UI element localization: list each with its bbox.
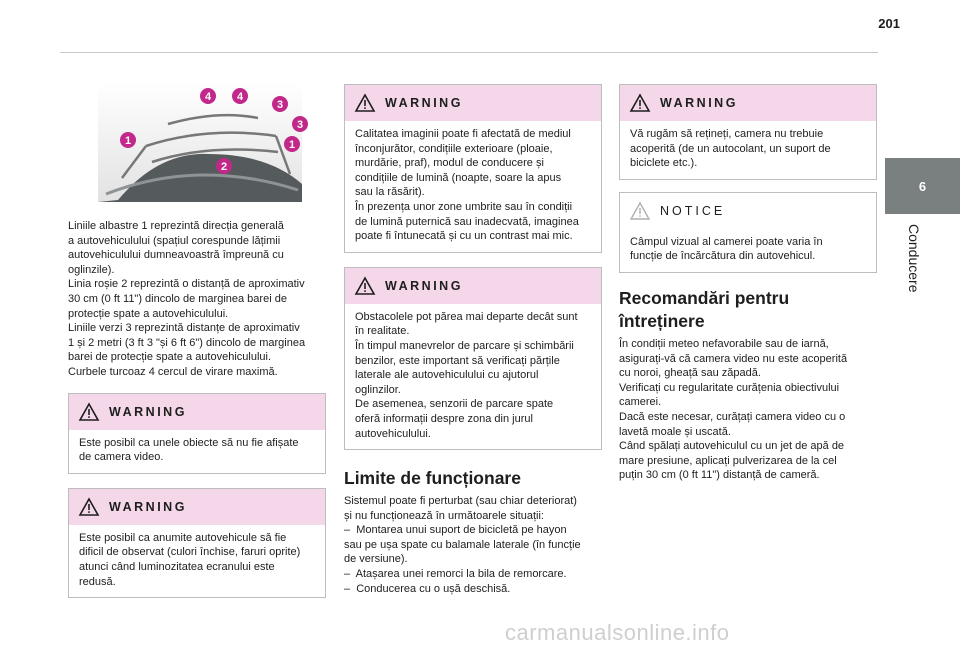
body-line: redusă. xyxy=(79,575,116,588)
body-line: dificil de observat (culori închise, faruri oprite) xyxy=(79,546,301,559)
body-line: Vă rugăm să rețineți, camera nu trebuie xyxy=(630,128,824,140)
body-line: Câmpul vizual al camerei poate varia în xyxy=(630,235,823,248)
body-line: Calitatea imaginii poate fi afectată de mediul xyxy=(355,128,571,140)
warning-box xyxy=(344,84,602,253)
body-line: Dacă este necesar, curățați camera video cu o xyxy=(619,410,846,423)
body-line: 30 cm (0 ft 11") dincolo de marginea barei de xyxy=(68,292,287,305)
body-line: și nu funcționează în următoarele situații: xyxy=(344,509,544,522)
body-line: oglinzile). xyxy=(68,263,115,276)
body-line: sau la răsărit). xyxy=(355,186,425,199)
body-line: de versiune). xyxy=(344,553,408,566)
body-line: Verificați cu regularitate curățenia obiectivului xyxy=(619,381,840,394)
body-line: a autovehiculului (spațiul corespunde lățimii xyxy=(68,234,281,247)
warning-title: WARNING xyxy=(109,404,187,419)
warning-header xyxy=(69,394,325,430)
callout-2 xyxy=(216,158,232,174)
warning-triangle-icon xyxy=(355,277,375,295)
warning-box xyxy=(68,488,326,598)
warning-text xyxy=(79,436,315,465)
guidelines-description xyxy=(68,219,326,380)
warning-header xyxy=(345,85,601,121)
body-line: condițiile de lumină (noapte, soare la apus xyxy=(355,171,562,184)
header-divider xyxy=(60,52,878,53)
body-line: acoperită (de un autocolant, un suport de xyxy=(630,142,831,155)
callout-3-lower xyxy=(292,116,308,132)
body-line: funcție de încărcătura din autovehicul. xyxy=(630,250,816,263)
column-2 xyxy=(344,82,602,596)
warning-triangle-icon xyxy=(630,94,650,112)
column-3 xyxy=(619,82,877,483)
warning-box xyxy=(68,393,326,474)
warning-triangle-icon xyxy=(79,498,99,516)
chapter-tab[interactable] xyxy=(885,158,960,214)
body-line: de camera video. xyxy=(79,451,164,464)
body-line: de lumină puternică sau inadecvată, imaginea xyxy=(355,215,579,228)
warning-text xyxy=(355,127,591,244)
body-line: biciclete etc.). xyxy=(630,157,698,170)
body-line: Sistemul poate fi perturbat (sau chiar deteriorat) xyxy=(344,495,577,508)
body-line: Este posibil ca unele obiecte să nu fie afișate xyxy=(79,436,299,449)
body-line: autovehiculului dumneavoastră împreună cu xyxy=(68,249,284,262)
warning-title: WARNING xyxy=(109,499,187,514)
body-line: oferă informații despre zona din jurul xyxy=(355,412,533,425)
rear-camera-guidelines-illustration xyxy=(98,82,302,202)
body-line: – Atașarea unei remorci la bila de remorcare. xyxy=(344,568,567,581)
body-line: asigurați-vă că camera video nu este acoperită xyxy=(619,352,848,365)
warning-title: WARNING xyxy=(385,278,463,293)
body-line: lavetă moale și uscată. xyxy=(619,425,731,438)
warning-title: WARNING xyxy=(660,96,738,110)
callout-3-lower-label: 3 xyxy=(296,119,304,131)
callout-4-left xyxy=(200,88,216,104)
body-line: oglinzilor. xyxy=(355,383,401,396)
body-line: Liniile verzi 3 reprezintă distanțe de aproximativ xyxy=(68,322,300,335)
callout-3-upper-label: 3 xyxy=(276,99,284,111)
body-line: în realitate. xyxy=(355,325,410,338)
warning-text xyxy=(630,127,866,171)
body-line: cu noroi, gheață sau zăpadă. xyxy=(619,367,761,380)
callout-2-label: 2 xyxy=(220,161,228,173)
body-line: În timpul manevrelor de parcare și schimbării xyxy=(355,339,574,352)
warning-header xyxy=(69,489,325,525)
body-line: Liniile albastre 1 reprezintă direcția generală xyxy=(68,220,284,232)
column-1 xyxy=(68,82,326,598)
body-line: Este posibil ca anumite autovehicule să fie xyxy=(79,531,287,544)
chapter-number: 6 xyxy=(918,178,927,194)
callout-4-right-label: 4 xyxy=(236,91,244,103)
body-line: În prezența unor zone umbrite sau în condiții xyxy=(355,200,573,213)
chapter-label: Conducere xyxy=(906,224,922,293)
notice-header xyxy=(620,193,876,229)
body-line: Linia roșie 2 reprezintă o distanță de aproximativ xyxy=(68,278,305,291)
callout-1-left xyxy=(120,132,136,148)
body-line: – Conducerea cu o ușă deschisă. xyxy=(344,582,511,595)
callout-1-left-label: 1 xyxy=(124,135,132,147)
callout-1-right xyxy=(284,136,300,152)
title-line: Recomandări pentru xyxy=(619,287,790,308)
body-line: mare presiune, aplicați pulverizarea de la cel xyxy=(619,454,837,467)
body-line: În condiții meteo nefavorabile sau de iarnă, xyxy=(619,337,829,350)
notice-title: NOTICE xyxy=(660,203,726,218)
section-title-limits: Limite de funcționare xyxy=(344,468,521,489)
maintenance-text xyxy=(619,337,877,483)
limits-text xyxy=(344,494,602,596)
notice-triangle-icon xyxy=(630,202,650,220)
warning-triangle-icon xyxy=(355,94,375,112)
body-line: murdărie, praf), modul de conducere și xyxy=(355,157,544,170)
body-line: Obstacolele pot părea mai departe decât sunt xyxy=(355,310,578,323)
warning-triangle-icon xyxy=(79,403,99,421)
body-line: laterale ale autovehiculului cu ajutorul xyxy=(355,369,539,382)
warning-box xyxy=(344,267,602,450)
body-line: 1 și 2 metri (3 ft 3 "și 6 ft 6") dincolo de marginea xyxy=(68,336,306,349)
body-line: înconjurător, condițiile exterioare (ploaie, xyxy=(355,142,553,155)
title-line: întreținere xyxy=(619,310,705,331)
callout-4-left-label: 4 xyxy=(204,91,212,103)
warning-header xyxy=(345,268,601,304)
body-line: camerei. xyxy=(619,396,662,409)
body-line: De asemenea, senzorii de parcare spate xyxy=(355,398,554,411)
body-line: autovehiculului. xyxy=(355,427,431,440)
body-line: poate fi întunecată și cu un contrast mai mic. xyxy=(355,230,573,243)
page-number: 201 xyxy=(878,16,900,31)
warning-text xyxy=(355,310,591,441)
body-line: Curbele turcoaz 4 cercul de virare maximă. xyxy=(68,365,278,378)
watermark: carmanualsonline.info xyxy=(505,620,730,645)
body-line: puțin 30 cm (0 ft 11") distanță de cameră. xyxy=(619,469,820,482)
body-line: benzilor, este important să verificați părțile xyxy=(355,354,560,367)
warning-header xyxy=(620,85,876,121)
body-line: barei de protecție spate a autovehiculului. xyxy=(68,351,272,364)
callout-4-right xyxy=(232,88,248,104)
callout-3-upper xyxy=(272,96,288,112)
callout-1-right-label: 1 xyxy=(288,139,296,151)
notice-text xyxy=(630,235,866,264)
body-line: atunci când luminozitatea ecranului este xyxy=(79,560,275,573)
body-line: Când spălați autovehiculul cu un jet de apă de xyxy=(619,440,845,453)
body-line: – Montarea unui suport de bicicletă pe hayon xyxy=(344,524,567,537)
body-line: sau pe ușa spate cu balamale laterale (în funcție xyxy=(344,538,581,551)
warning-box xyxy=(619,84,877,180)
body-line: protecție spate a autovehiculului. xyxy=(68,307,229,320)
section-title-maintenance xyxy=(619,287,877,333)
notice-box xyxy=(619,192,877,273)
warning-text xyxy=(79,531,315,589)
warning-title: WARNING xyxy=(385,96,463,110)
